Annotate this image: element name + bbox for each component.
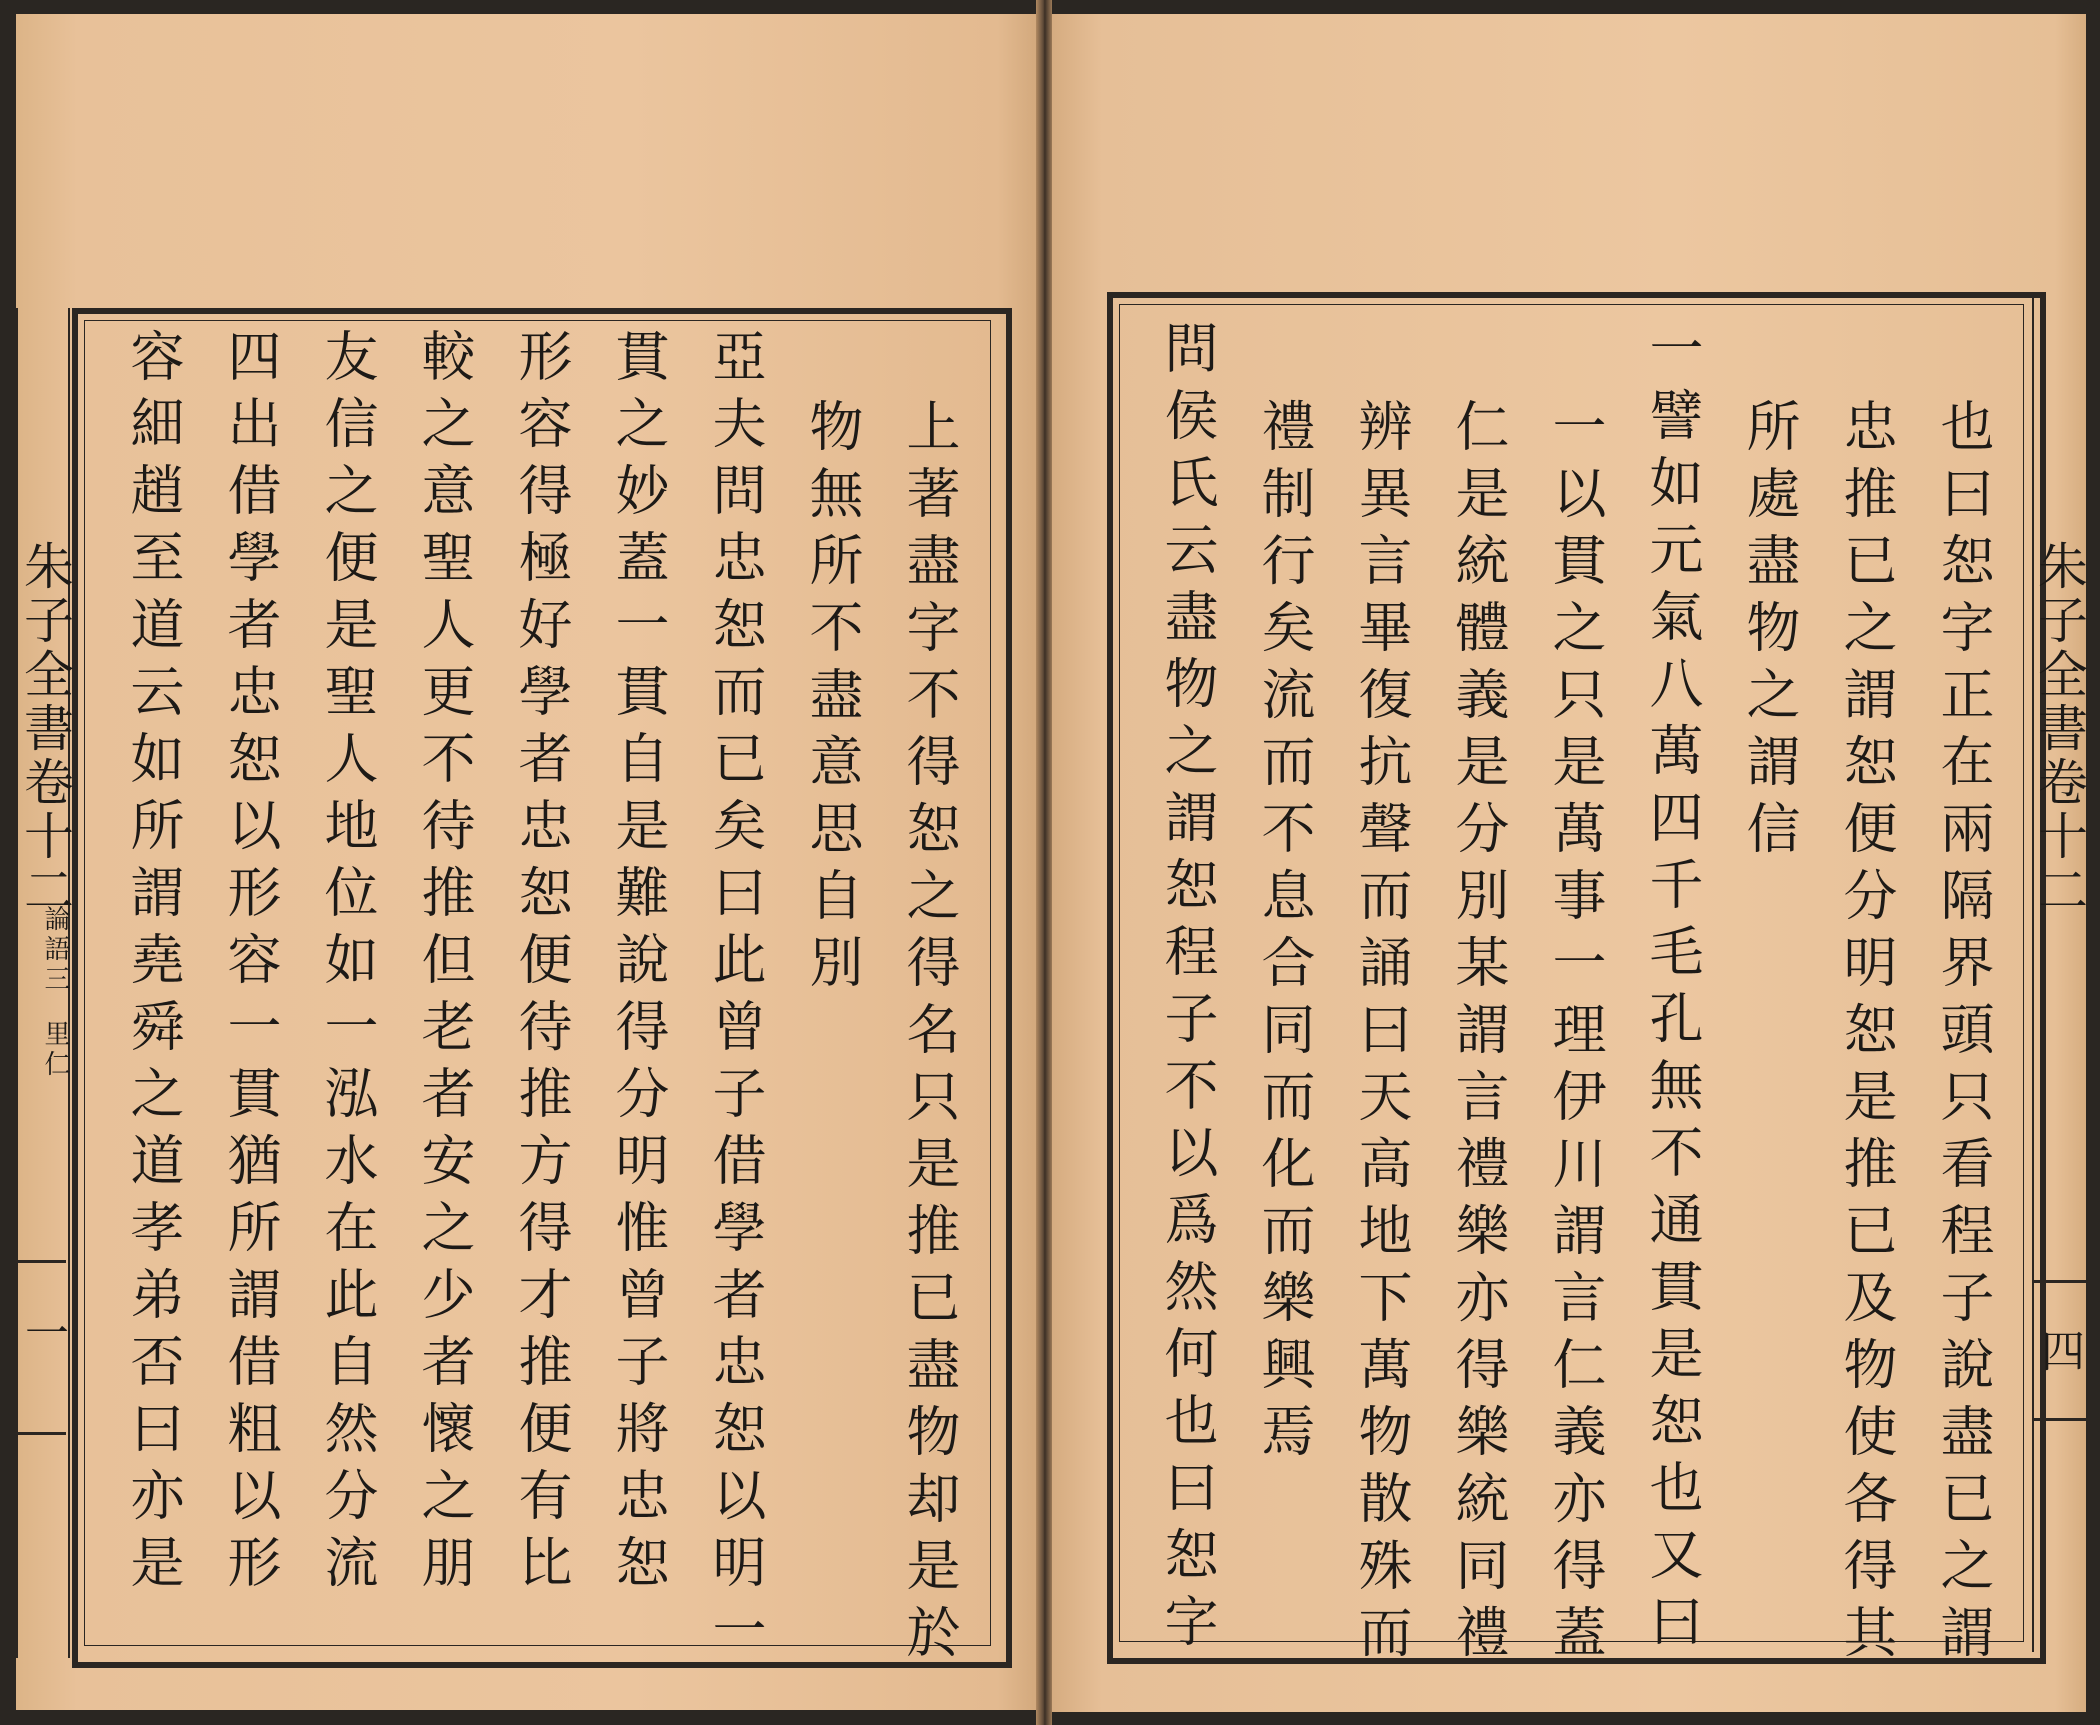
right-col-4: 一譬如元氣八萬四千毛孔無不通貫是恕也又曰 [1641, 320, 1704, 1660]
right-col-5: 一以貫之只是萬事一理伊川謂言仁義亦得蓋 [1544, 398, 1607, 1671]
right-col-1: 也曰恕字正在兩隔界頭只看程子說盡已之謂 [1932, 398, 1995, 1671]
right-col-7: 辨異言畢復抗聲而誦曰天高地下萬物散殊而 [1350, 398, 1413, 1671]
left-margin-page-number: 一 [17, 1310, 68, 1354]
left-col-6: 較之意聖人更不待推但老者安之少者懷之朋 [413, 328, 476, 1601]
right-col-3: 所處盡物之謂信 [1738, 398, 1801, 867]
book-gutter [1036, 0, 1052, 1725]
left-col-3: 亞夫問忠恕而已矣曰此曾子借學者忠恕以明一 [704, 328, 767, 1668]
right-col-2: 忠推已之謂恕便分明恕是推已及物使各得其 [1835, 398, 1898, 1671]
left-col-9: 容細趙至道云如所謂堯舜之道孝弟否曰亦是 [122, 328, 185, 1601]
left-col-5: 形容得極好學者忠恕便待推方得才推便有比 [510, 328, 573, 1601]
left-margin-book-title: 朱子全書卷十二 [16, 540, 74, 918]
right-fishtail-line [2032, 1280, 2086, 1283]
left-col-4: 貫之妙蓋一貫自是難說得分明惟曾子將忠恕 [607, 328, 670, 1601]
right-fishtail-line-lower [2032, 1418, 2086, 1421]
right-margin-book-title: 朱子全書卷十二 [2030, 540, 2088, 918]
left-fishtail-line [16, 1260, 66, 1263]
right-col-6: 仁是統體義是分別某謂言禮樂亦得樂統同禮 [1447, 398, 1510, 1671]
left-margin-section: 里仁 [40, 1020, 70, 1080]
left-col-7: 友信之便是聖人地位如一泓水在此自然分流 [316, 328, 379, 1601]
left-col-8: 四出借學者忠恕以形容一貫猶所謂借粗以形 [219, 328, 282, 1601]
right-col-8: 禮制行矣流而不息合同而化而樂興焉 [1253, 398, 1316, 1470]
left-col-1: 上著盡字不得恕之得名只是推已盡物却是於 [898, 398, 961, 1671]
right-col-9: 問侯氏云盡物之謂恕程子不以爲然何也曰恕字 [1156, 320, 1219, 1660]
left-fishtail-line-lower [16, 1432, 66, 1435]
right-margin-page-number: 四 [2033, 1328, 2084, 1372]
right-page-margin-strip [2032, 292, 2090, 1652]
left-margin-chapter: 論語三 [40, 905, 70, 995]
left-col-2: 物無所不盡意思自別 [801, 398, 864, 1001]
